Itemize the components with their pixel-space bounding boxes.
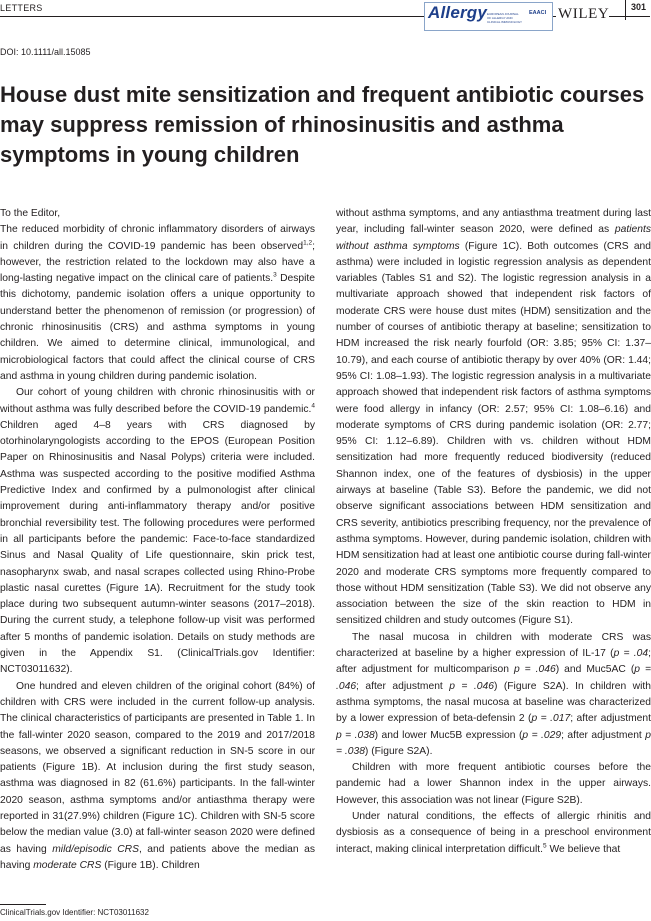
right-column [336, 206, 651, 858]
left-column [0, 206, 315, 874]
text-run: ) and lower Muc5B expression ( [374, 729, 523, 741]
text-run: (Figure 1B). Children [101, 859, 200, 871]
text-run: The reduced morbidity of chronic inflammatory disorders of airways in children during the COVID-19 pandemic has been observed [0, 224, 315, 252]
paragraph-1 [0, 222, 315, 385]
p-value: p = .038 [336, 729, 375, 741]
citation: 3 [273, 271, 277, 279]
text-run: Under natural conditions, the effects of allergic rhinitis and dysbiosis as a consequence of being in a preschool environment interact, making clinical interpretation difficult. [336, 810, 651, 855]
p-value: p = .017 [531, 713, 571, 725]
paragraph-7 [336, 809, 651, 858]
paragraph-6: Children with more frequent antibiotic courses before the pandemic had a lower Shannon index in the upper airways. However, this association was not linear (Figure S2B). [336, 762, 651, 806]
footnote-rule [0, 904, 46, 905]
footnote: ClinicalTrials.gov Identifier: NCT03011632 [0, 908, 149, 917]
journal-logo-text: Allergy [428, 3, 488, 22]
text-run: , and patients above the median as having [0, 843, 315, 871]
paragraph-5 [336, 630, 651, 760]
text-run: Our cohort of young children with chronic rhinosinusitis with or without asthma was fully described before the COVID-19 pandemic. [0, 387, 315, 415]
p-value: p = .029 [522, 729, 562, 741]
emphasis: moderate CRS [33, 859, 102, 871]
publisher-logo: WILEY [558, 6, 610, 22]
text-run: ) (Figure S2A). [364, 745, 433, 757]
page-header [0, 0, 650, 24]
text-run: Despite this dichotomy, pandemic isolation offers a unique opportunity to understand better the phenomenon of remission (or progression) of chronic rhinosinusitis (CRS) and asthma symptoms in young children. We aimed to determine clinical, immunological, and microbiological factors that could affect the clinical course of CRS and asthma in young children during pandemic isolation. [0, 273, 315, 382]
paragraph-3 [0, 679, 315, 875]
citation: 4 [311, 402, 315, 410]
text-run: ; after adjustment [561, 729, 646, 741]
text-run: ; after adjustment [356, 680, 450, 692]
p-value: p = .038 [336, 729, 651, 757]
emphasis: patients without asthma symptoms [336, 224, 651, 252]
paragraph-4 [336, 206, 651, 630]
doi: DOI: 10.1111/all.15085 [0, 47, 91, 57]
journal-logo-subtitle: EUROPEAN JOURNAL OF ALLERGY AND CLINICAL IMMUNOLOGY [487, 12, 523, 24]
text-run: ; after adjustment for multicomparison [336, 648, 651, 676]
text-run: ; however, the restriction related to the lockdown may also have a long-lasting negative impact on the clinical care of patients. [0, 240, 315, 285]
text-run: ) (Figure S2A). In children with asthma symptoms, the nasal mucosa at baseline was characterized by a lower expression of beta-defensin 2 ( [336, 680, 651, 725]
header-divider [625, 0, 626, 20]
text-run: One hundred and eleven children of the original cohort (84%) of children with CRS were included in the current follow-up analysis. The clinical characteristics of participants are presented in Table 1. In the fall-winter 2020 season, compared to the 2019 and 2017/2018 seasons, we observed a significant reduction in SN-5 score in our patients (Figure 1B). At inclusion during the first study season, asthma was diagnosed in 82 (61.6%) participants. In the fall-winter 2020 season, asthma symptoms and/or antiasthma therapy were reported in 31(27.9%) children (Figure 1C). Children with SN-5 score below the median value (3.0) at fall-winter season 2020 were defined as having [0, 680, 315, 855]
article-title: House dust mite sensitization and frequent antibiotic courses may suppress remission of rhinosinusitis and asthma symptoms in young children [0, 82, 645, 167]
text-run: Children aged 4–8 years with CRS diagnosed by otorhinolaryngologists according to the EPOS (European Position Paper on Rhinosinusitis and Nasal Polyps) criteria were included. Asthma was suspected according to the positive modified Asthma Predictive Index and confirmed by a pulmonologist after clinical improvement during anti-inflammatory therapy and/or positive bronchial reversibility test. The following procedures were performed in all participants before the pandemic: Face-to-face standardized Sinus and Nasal Quality of Life questionnaire, skin prick test, nasopharynx swab, and nasal scrapes collected using Rhino-Probe plastic nasal curettes (Figure 1A). Recruitment for the study took place during two subsequent autumn-winter seasons (2017–2018). During the current study, a telephone follow-up visit was performed after 5 months of pandemic isolation. Details on study methods are given in the Appendix S1. (ClinicalTrials.gov Identifier: NCT03011632). [0, 419, 315, 676]
text-run: without asthma symptoms, and any antiasthma treatment during last year, including fall-winter season 2020, were defined as [336, 208, 651, 236]
text-run: (Figure 1C). Both outcomes (CRS and asthma) were included in logistic regression analysis as dependent variables (Tables S1 and S2). The logistic regression analysis in a multivariate approach showed that independent risk factors of moderate CRS were house dust mites (HDM) sensitization and the number of courses of antibiotic therapy at baseline; sensitization to HDM increased the risk nearly fourfold (OR: 3.85; 95% CI: 1.37–10.79), and each course of antibiotic therapy by over 40% (OR: 1.44; 95% CI: 1.08–1.93). The logistic regression analysis in a multivariate approach showed that independent risk factors of asthma symptoms were food allergy in infancy (OR: 2.57; 95% CI: 1.08–6.16) and moderate symptoms of CRS during pandemic isolation (OR: 2.77; 95% CI: 1.12–6.89). Children with vs. children without HDM sensitization had more frequently reduced biodiversity (reduced Shannon index, one of the features of dysbiosis) in the upper airways at baseline (Table S3). Before the pandemic, we did not observe significant associations between HDM sensitization and CRS severity, antibiotics prescribing frequency, nor the prevalence of asthma symptoms. However, during pandemic isolation, children with HDM sensitization had at least one antibiotic course during fall-winter 2020 and moderate CRS symptoms more frequently compared to those without HDM sensitization (Table S3). We did not observe any association between the size of the skin reaction to HDM in sensitized children and study outcomes (Figure S1). [336, 240, 651, 627]
section-label: LETTERS [0, 3, 43, 13]
paragraph-2 [0, 385, 315, 678]
text-run: We believe that [546, 843, 621, 855]
text-run: ) and Muc5AC ( [555, 664, 635, 676]
p-value: p = .046 [336, 664, 651, 692]
emphasis: mild/episodic CRS [52, 843, 139, 855]
citation: 1,2 [303, 239, 313, 247]
citation: 5 [543, 842, 547, 850]
text-run: The nasal mucosa in children with moderate CRS was characterized at baseline by a higher expression of IL-17 ( [336, 631, 651, 660]
p-value: p = .046 [513, 664, 556, 676]
society-logo: EAACI [529, 10, 547, 16]
p-value: p = .04 [613, 648, 649, 660]
p-value: p = .046 [449, 680, 494, 692]
journal-logo [424, 2, 553, 31]
text-run: ; after adjustment [570, 713, 651, 725]
page-number: 301 [631, 2, 647, 12]
salutation: To the Editor, [0, 208, 61, 219]
